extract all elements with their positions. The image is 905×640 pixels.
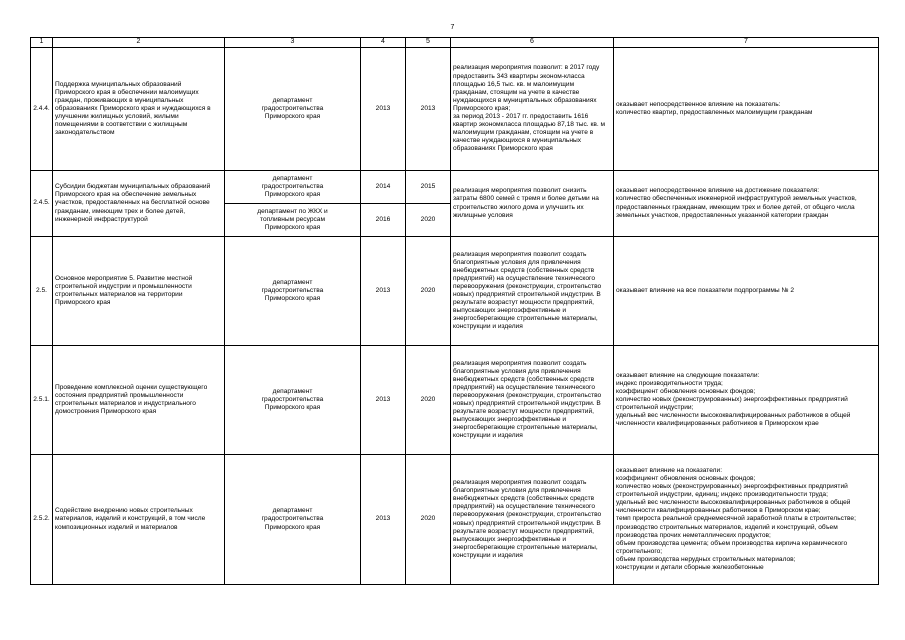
expected-result: реализация мероприятия позволит: в 2017 году предоставить 343 квартиры эконом-класса площадью 16,5 тыс. кв. м малоимущим гражданам, стоящим на учете в качестве нуждающихся в муниципальных образованиях Приморского края; за период 2013 - 2017 гг. предоставить 1616 квартир экономкласса площадью 87,18 тыс. кв. м малоимущим гражданам, стоящим на учете в качестве нуждающихся в муниципальных образованиях Приморского края: [451, 48, 614, 171]
header-cell: 2: [53, 38, 225, 48]
start-year: 2013: [361, 455, 406, 585]
table-row: [31, 346, 879, 455]
indicator-impact: оказывает влияние на все показатели подпрограммы № 2: [614, 237, 879, 346]
executor: департамент градостроительства Приморского края: [225, 455, 361, 585]
header-cell: 7: [614, 38, 879, 48]
table-row: [31, 237, 879, 346]
start-year: 2013: [361, 48, 406, 171]
start-year: 2016: [361, 204, 406, 237]
table-row: [31, 455, 879, 585]
row-number: 2.5.: [31, 237, 53, 346]
end-year: 2020: [406, 237, 451, 346]
table-row: [31, 48, 879, 171]
header-cell: 6: [451, 38, 614, 48]
start-year: 2014: [361, 171, 406, 204]
expected-result: реализация мероприятия позволит создать благоприятные условия для привлечения внебюджетных средств (собственных средств предприятий) на осуществление технического перевооружения (реконструкции, строительство новых) предприятий строительной индустрии. В результате возрастут мощности предприятий, выпускающих энергоэффективные и энергосберегающие строительные материалы, конструкции и изделия: [451, 455, 614, 585]
header-cell: 4: [361, 38, 406, 48]
executor: департамент градостроительства Приморского края: [225, 171, 361, 204]
indicator-impact: оказывает влияние на следующие показатели: индекс производительности труда; коэффициент обновления основных фондов; количество новых (реконструированных) энергоэффективных предприятий строительной индустрии; удельный вес численности высококвалифицированных работников в общей численности квалифицированных работников в Приморском крае: [614, 346, 879, 455]
executor: департамент градостроительства Приморского края: [225, 48, 361, 171]
start-year: 2013: [361, 237, 406, 346]
measure-name: Субсидии бюджетам муниципальных образований Приморского края на обеспечение земельных участков, предоставленных на бесплатной основе гражданам, имеющим трех и более детей, инженерной инфраструктурой: [53, 171, 225, 237]
end-year: 2020: [406, 204, 451, 237]
end-year: 2020: [406, 455, 451, 585]
measure-name: Основное мероприятие 5. Развитие местной строительной индустрии и промышленности строительных материалов на территории Приморского края: [53, 237, 225, 346]
indicator-impact: оказывает непосредственное влияние на показатель: количество квартир, предоставленных малоимущим гражданам: [614, 48, 879, 171]
expected-result: реализация мероприятия позволит снизить затраты 6800 семей с тремя и более детьми на строительство жилого дома и улучшить их жилищные условия: [451, 171, 614, 237]
expected-result: реализация мероприятия позволит создать благоприятные условия для привлечения внебюджетных средств (собственных средств предприятий) на осуществление технического перевооружения (реконструкции, строительство новых) предприятий строительной индустрии. В результате возрастут мощности предприятий, выпускающих энергоэффективные и энергосберегающие строительные материалы, конструкции и изделия: [451, 346, 614, 455]
executor: департамент градостроительства Приморского края: [225, 237, 361, 346]
expected-result: реализация мероприятия позволит создать благоприятные условия для привлечения внебюджетных средств (собственных средств предприятий) на осуществление технического перевооружения (реконструкции, строительство новых) предприятий строительной индустрии. В результате возрастут мощности предприятий, выпускающих энергоэффективные и энергосберегающие строительные материалы, конструкции и изделия: [451, 237, 614, 346]
page-number: 7: [450, 24, 455, 31]
row-number: 2.5.2.: [31, 455, 53, 585]
row-number: 2.5.1.: [31, 346, 53, 455]
header-cell: 1: [31, 38, 53, 48]
end-year: 2013: [406, 48, 451, 171]
executor: департамент по ЖКХ и топливным ресурсам Приморского края: [225, 204, 361, 237]
indicator-impact: оказывает влияние на показатели: коэффициент обновления основных фондов; количество новых (реконструированных) энергоэффективных предприятий строительной индустрии, единиц; индекс производительности труда; удельный вес численности высококвалифицированных работников в общей численности квалифицированных работников в Приморском крае; темп прироста реальной среднемесячной заработной платы в строительстве; производство строительных материалов, изделий и конструкций, объем производства прочих неметаллических продуктов; объем производства цемента; объем производства кирпича керамического строительного; объем производства нерудных строительных материалов; конструкции и детали сборные железобетонные: [614, 455, 879, 585]
table-row: [31, 171, 879, 204]
indicator-impact: оказывает непосредственное влияние на достижение показателя: количество обеспеченных инженерной инфраструктурой земельных участков, предоставленных гражданам, имеющим трех и более детей, от общего числа земельных участков, предоставленных указанной категории граждан: [614, 171, 879, 237]
end-year: 2015: [406, 171, 451, 204]
end-year: 2020: [406, 346, 451, 455]
measure-name: Содействие внедрению новых строительных материалов, изделий и конструкций, в том числе композиционных изделий и материалов: [53, 455, 225, 585]
header-cell: 3: [225, 38, 361, 48]
start-year: 2013: [361, 346, 406, 455]
header-row: [31, 38, 879, 48]
measure-name: Поддержка муниципальных образований Приморского края в обеспечении малоимущих граждан, проживающих в муниципальных образованиях Приморского края и нуждающихся в улучшении жилищных условий, жилыми помещениями в соответствии с жилищным законодательством: [53, 48, 225, 171]
header-cell: 5: [406, 38, 451, 48]
row-number: 2.4.5.: [31, 171, 53, 237]
executor: департамент градостроительства Приморского края: [225, 346, 361, 455]
measure-name: Проведение комплексной оценки существующего состояния предприятий промышленности строительных материалов и индустриального домостроения Приморского края: [53, 346, 225, 455]
measures-table: [30, 37, 879, 585]
row-number: 2.4.4.: [31, 48, 53, 171]
